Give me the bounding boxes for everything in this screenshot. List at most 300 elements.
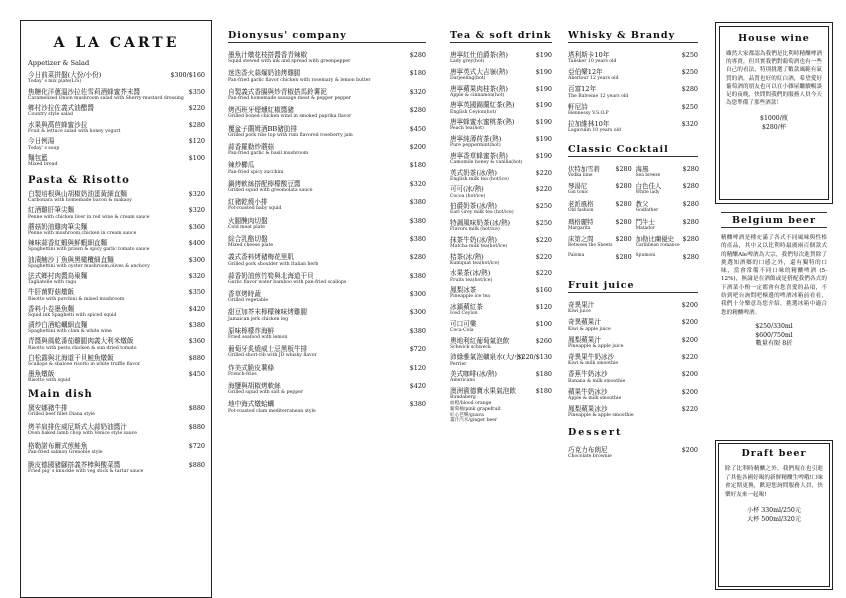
item-price: $190 xyxy=(535,118,552,127)
item-name-en: Pure peppermint(hot) xyxy=(450,143,501,149)
item-price: $280 xyxy=(682,235,699,244)
item-price: $350 xyxy=(188,288,205,297)
housewine-title: House wine xyxy=(738,33,810,44)
item-name-en: Peach tea(hot) xyxy=(450,126,484,132)
alacarte-title: A LA CARTE xyxy=(53,35,180,51)
bundaberg-flavor: 葡萄柚/pink grapefruit xyxy=(450,406,501,412)
item-price: $280 xyxy=(682,164,699,173)
menu-item xyxy=(568,68,698,82)
item-name-zh: 海鹽與胡椒烤軟絲 xyxy=(228,382,281,391)
item-name-zh: 水果與萵苣蜂蜜沙拉 xyxy=(28,120,88,129)
item-name-zh: 香料小卷墨魚麵 xyxy=(28,304,75,313)
item-price: $180 xyxy=(409,161,426,170)
item-name-zh: 墨魚燉飯 xyxy=(28,370,55,379)
item-name-zh: 白製培根與山胡椒奶油蛋黃細直麵 xyxy=(28,189,127,198)
item-price: $200 xyxy=(681,370,698,379)
dionysus-panel xyxy=(228,30,426,595)
item-name-zh: 今日前菜拼盤(大份/小份) xyxy=(28,71,102,79)
item-name-en: Pan-fried garlic & basil mushroom xyxy=(228,151,309,157)
menu-item xyxy=(450,202,552,216)
item-name-zh: 自製義式香腸與炒青椒搭馬鈴薯泥 xyxy=(228,87,327,96)
item-name-en: Kiwi & milk smoothie xyxy=(568,361,619,367)
item-name-en: Pan-fried spicy zucchini xyxy=(228,169,284,175)
item-name-en: Darjeeling(hot) xyxy=(450,76,486,81)
menu-item xyxy=(568,336,698,350)
item-price: $280 xyxy=(682,199,699,208)
item-price: $280 xyxy=(615,164,632,173)
item-name-en: Caramelized Onion mushroom salad with Sherry-mustard dressing xyxy=(28,95,184,101)
item-name-en: Apple & cinnamon(hot) xyxy=(450,92,505,98)
item-price: $250 xyxy=(535,218,552,227)
item-name-en: Coca-Cola xyxy=(450,327,474,333)
item-name-zh: 百富12年 xyxy=(568,85,597,94)
menu-item xyxy=(450,135,552,149)
fruit-title: Fruit juice xyxy=(568,280,698,293)
menu-item xyxy=(450,353,552,367)
cocktail-item xyxy=(568,218,632,232)
menu-item xyxy=(450,85,552,99)
item-price: $180 xyxy=(409,69,426,78)
item-price: $190 xyxy=(535,151,552,160)
housewine-description: 雖然大家都認為我們是比利時精釀啤酒的專賣，但其實我們對葡萄酒也有一些自己的看法，特別挑選了數款風範有氣質的酒，品質也好的紅白酒，希望愛好葡萄酒的朋友也可以在小雜屋繼續暢談足的夜晚，快問問我們的服務人員今天為您準備了那些酒款！ xyxy=(726,51,822,107)
alacarte-panel xyxy=(20,20,212,598)
item-name-en: Talisker 10 years old xyxy=(568,59,617,65)
item-price: $190 xyxy=(535,67,552,76)
menu-item xyxy=(28,239,205,253)
menu-item xyxy=(28,337,205,351)
item-name-en: Caribbean romance xyxy=(635,243,680,249)
item-name-zh: 迷迭香火蒜爆奶油烤雞腿 xyxy=(228,69,301,78)
item-name-zh: 油漬鮪沙丁魚與黑橄欖細直麵 xyxy=(28,255,114,264)
item-price: $190 xyxy=(535,84,552,93)
item-name-zh: 奇異果牛奶冰沙 xyxy=(568,353,615,362)
cocktail-item xyxy=(636,253,699,261)
menu-item xyxy=(450,269,552,283)
item-price: $280 xyxy=(409,51,426,59)
item-name-en: Carbonara with homemade bacon & makaoy xyxy=(28,198,132,204)
item-name-en: English Ceylon(hot) xyxy=(450,109,497,115)
item-name-en: Flavors milk (hot/ice) xyxy=(450,227,500,233)
item-name-en: Pineapple ice tea xyxy=(450,294,491,300)
item-name-zh: 伯爵奶茶(冰/熱) xyxy=(450,202,497,211)
item-name-en: Sea breeze xyxy=(635,172,661,178)
item-price: $280 xyxy=(682,217,699,226)
item-name-zh: 特調風味奶茶(冰/熱) xyxy=(450,218,511,227)
item-name-en: Squid stewed with ink and spread with greenpepper xyxy=(228,59,351,65)
menu-item xyxy=(568,405,698,419)
item-name-zh: 焦糖化洋蔥溫沙拉佐雪莉酒蜂蜜芥末醬 xyxy=(28,87,141,96)
item-price: $220 xyxy=(535,168,552,177)
item-name-en: Today' s soup xyxy=(28,145,60,151)
menu-item xyxy=(28,154,205,168)
item-name-zh: 軒尼詩 xyxy=(568,102,588,111)
item-name-en: Oven baked lamb chop with Venice style sauce xyxy=(28,431,137,437)
fruit-list xyxy=(568,301,698,419)
item-name-en: Margarita xyxy=(568,225,591,231)
item-name-zh: 烤西班牙煙燻紅椒醬豬 xyxy=(228,106,294,115)
menu-item xyxy=(450,152,552,166)
item-price: $200 xyxy=(681,387,698,396)
appetizer-title: Appetizer & Salad xyxy=(28,59,90,67)
cocktail-item xyxy=(636,200,699,214)
item-price: $880 xyxy=(188,461,205,470)
menu-item xyxy=(28,121,205,135)
bundaberg-flavor: 紅心芭樂/guava xyxy=(450,412,484,418)
cocktail-item xyxy=(636,235,699,249)
item-price: $350 xyxy=(188,87,205,96)
menu-item xyxy=(228,161,426,175)
item-name-zh: 琴湯尼 xyxy=(568,182,588,191)
item-name-zh: 地中海式燉蛤蠣 xyxy=(228,400,275,409)
item-price: $380 xyxy=(409,271,426,280)
whisky-title: Whisky & Brandy xyxy=(568,30,698,43)
menu-item xyxy=(228,327,426,341)
menu-item xyxy=(228,69,426,83)
housewine-price-glass: $280/杯 xyxy=(761,124,787,132)
item-name-zh: 奧地利紅葡萄氣泡飲 xyxy=(450,336,510,345)
item-price: $380 xyxy=(409,234,426,243)
item-price: $380 xyxy=(188,321,205,330)
item-price: $720 xyxy=(188,442,205,451)
cocktail-item xyxy=(636,165,699,179)
menu-item xyxy=(450,286,552,300)
item-price: $220 xyxy=(535,235,552,244)
belgium-price-750: $600/750ml xyxy=(755,331,793,339)
item-price: $380 xyxy=(409,216,426,225)
belgium-description: 精釀啤酒是種充滿了各式不同風味與性格的產品，其中又以比利時最廣兩百個款式的精釀Ale啤酒為大宗，我們每次進貨除了挑選知酒鄉的口感之外，還有獨特的口味，當會常備不同口味的精釀啤酒 (5-12%)，無論是在酒館或是搭配我們各式的下酒菜小酌一定都會有您喜愛的品項，不妨到吧台詢問吧檯邊的啤酒冰箱前看看，我們十分樂意為您介紹，挑選冰箱中適合您的精釀啤酒。 xyxy=(721,235,827,316)
menu-item xyxy=(28,370,205,384)
item-name-en: Pan-fried garlic flavor chicken with rosemary & lemon butter xyxy=(228,77,371,83)
item-name-zh: 烤羊肩排佐威尼斯式大蒜奶油醬汁 xyxy=(28,423,127,432)
item-name-zh: 奇異蘋果汁 xyxy=(568,318,601,327)
item-price: $160 xyxy=(535,286,552,295)
item-name-en: Pineapple & apple juice xyxy=(568,343,624,349)
menu-item xyxy=(228,290,426,304)
menu-item xyxy=(228,272,426,286)
item-name-en: French-fries xyxy=(228,371,257,377)
item-name-en: Risotto with squid xyxy=(28,378,71,384)
menu-item xyxy=(228,51,426,65)
dionysus-title: Dionysus' company xyxy=(228,30,426,43)
item-price: $100 xyxy=(188,153,205,162)
item-name-zh: 漬炒白酒蛤蠣細直麵 xyxy=(28,321,88,330)
item-name-en: Penne with mushroom,chicken in cream sauce xyxy=(28,230,137,236)
item-name-en: Americano xyxy=(450,378,476,384)
item-name-en: Cocoa (hot/ice) xyxy=(450,193,486,199)
item-price: $220 xyxy=(535,252,552,261)
item-price: $200 xyxy=(409,142,426,151)
item-price: $100 xyxy=(535,319,552,328)
item-name-zh: 塔利斯卡10年 xyxy=(568,51,610,59)
item-price: $300 xyxy=(188,255,205,264)
cocktail-item xyxy=(568,200,632,214)
menu-item xyxy=(450,219,552,233)
menu-item xyxy=(450,303,552,317)
item-price: $300 xyxy=(409,308,426,317)
item-name-zh: 法式鄉村肉醬鳥巢麵 xyxy=(28,271,88,280)
menu-item xyxy=(28,305,205,319)
bundaberg-item xyxy=(450,387,552,424)
menu-item xyxy=(450,169,552,183)
menu-item xyxy=(568,370,698,384)
item-name-zh: 加勒比蘭優史 xyxy=(635,235,675,244)
item-name-en: Lady grey(hot) xyxy=(450,59,485,65)
item-name-en: Aberlour 12 years old xyxy=(568,76,619,82)
item-name-zh: 拉加維林10年 xyxy=(568,119,610,128)
menu-item xyxy=(28,354,205,368)
housewine-box xyxy=(715,22,833,204)
item-price: $250 xyxy=(681,102,698,111)
belgium-price-330: $250/330ml xyxy=(755,322,793,330)
menu-item xyxy=(228,345,426,359)
bundaberg-flavor: 血橙/blood orange xyxy=(450,400,492,406)
menu-item xyxy=(28,442,205,456)
item-price: $280 xyxy=(615,217,632,226)
item-name-en: Spaghettini with clam & white wine xyxy=(28,329,112,335)
item-price: $120 xyxy=(409,363,426,372)
item-name-zh: 唐寧蜂蜜水蜜桃茶(熱) xyxy=(450,118,515,127)
item-name-zh: 可口可樂 xyxy=(450,319,477,328)
menu-item xyxy=(568,446,698,460)
menu-item xyxy=(28,88,205,102)
item-name-zh: 鍋烤軟絲搭配檸檬酸豆醬 xyxy=(228,179,301,188)
item-name-zh: 脆皮德國豬腳搭義芥棒與酸菜醬 xyxy=(28,461,121,470)
item-name-zh: 鳳梨蘋果冰沙 xyxy=(568,405,608,414)
cocktail-title: Classic Cocktail xyxy=(568,144,698,157)
item-price: $280 xyxy=(682,252,699,261)
menu-item xyxy=(228,217,426,231)
menu-item xyxy=(450,101,552,115)
item-price: $320 xyxy=(681,119,698,128)
item-price: $200 xyxy=(681,335,698,344)
item-name-zh: 海風 xyxy=(635,164,649,173)
menu-item xyxy=(568,51,698,65)
item-name-zh: 可可(冰/熱) xyxy=(450,185,484,194)
item-price: $220 xyxy=(535,185,552,194)
item-name-zh: 葡萄牙炙燒威士忌黑板牛排 xyxy=(228,345,308,354)
item-name-en: Mixed cheese plate xyxy=(228,243,274,249)
bundaberg-zh: 澳洲賓德寶水果氣泡飲 xyxy=(450,386,516,395)
menu-item xyxy=(228,253,426,267)
item-name-zh: 亞伯樂12年 xyxy=(568,68,603,77)
item-name-zh: 格勒諾布爾式煎鮭魚 xyxy=(28,442,88,451)
item-price: $200 xyxy=(681,446,698,455)
item-name-en: Perrier xyxy=(450,361,467,367)
item-name-zh: 教父 xyxy=(635,199,649,208)
item-name-zh: 炸美式脆皮薯條 xyxy=(228,363,275,372)
menu-item xyxy=(28,71,205,85)
item-price: $320 xyxy=(188,271,205,280)
item-price: $380 xyxy=(409,326,426,335)
item-name-zh: 綜合乳酪切盤 xyxy=(228,234,268,243)
cocktail-item xyxy=(568,235,632,249)
item-name-zh: 鄉村沙拉佐義式油醋醬 xyxy=(28,104,94,113)
item-price: $250 xyxy=(681,51,698,59)
item-price: $320 xyxy=(188,189,205,198)
item-price: $280 xyxy=(409,253,426,262)
item-name-zh: 美式咖啡(冰/熱) xyxy=(450,370,497,379)
item-price: $200 xyxy=(681,318,698,327)
item-name-en: Scallops & shalooe risotto in white truffle flavor xyxy=(28,362,140,368)
item-name-en: Gin tonic xyxy=(568,190,589,196)
item-price: $400 xyxy=(188,239,205,248)
item-price: $280 xyxy=(615,182,632,191)
item-name-zh: 奇異果汁 xyxy=(568,300,595,309)
menu-item xyxy=(228,198,426,212)
menu-item xyxy=(568,103,698,117)
dionysus-list xyxy=(228,51,426,414)
item-name-zh: 沛綠雅氣泡礦泉水(大/小) xyxy=(450,353,524,362)
item-name-en: Grilled short-rib with JD whisky flavor xyxy=(228,353,317,359)
item-name-zh: 唐寧純薄荷茶(熱) xyxy=(450,134,502,143)
item-price: $120 xyxy=(188,137,205,146)
item-price: $450 xyxy=(188,370,205,379)
item-name-zh: 紅酒雞肝筆尖麵 xyxy=(28,206,75,215)
item-name-en: Spaghettini with prawn & spicy garlic tomato sauce xyxy=(28,247,150,253)
item-price: $320 xyxy=(188,206,205,215)
item-name-zh: 唐寧香草蜂蜜茶(熱) xyxy=(450,151,508,160)
item-price: $880 xyxy=(188,353,205,362)
item-name-zh: 白色佳人 xyxy=(635,182,662,191)
item-name-en: Grilled beef fillet Diana style xyxy=(28,412,95,418)
housewine-price-bottle: $1000/瓶 xyxy=(760,115,788,123)
item-name-en: Tagliatelle with ragu xyxy=(28,280,77,286)
item-name-en: Cold meat plate xyxy=(228,224,265,230)
item-price: $280 xyxy=(615,235,632,244)
item-name-zh: 抹茶牛奶(冰/熱) xyxy=(450,235,497,244)
item-name-zh: 墨魚汁燉花枝搭醬香青辣椒 xyxy=(228,51,308,59)
menu-item xyxy=(450,320,552,334)
menu-item xyxy=(28,461,205,475)
item-name-en: Paloma xyxy=(568,252,585,258)
menu-item xyxy=(228,180,426,194)
item-name-en: Pot-roasted clam mediterranean style xyxy=(228,408,316,414)
menu-item xyxy=(450,370,552,384)
item-price: $200 xyxy=(681,300,698,309)
draft-box xyxy=(715,440,833,590)
draft-price-small: 小杯 330ml/250元 xyxy=(746,507,802,515)
menu-item xyxy=(228,400,426,414)
bundaberg-flavor: 薑汁汽水/ginger beer xyxy=(450,418,498,424)
item-price: $420 xyxy=(409,382,426,391)
menu-item xyxy=(28,206,205,220)
menu-item xyxy=(568,301,698,315)
menu-item xyxy=(28,288,205,302)
item-name-en: Country style salad xyxy=(28,112,73,118)
menu-item xyxy=(228,88,426,102)
cocktail-item xyxy=(636,182,699,196)
item-name-zh: 辣炒櫛瓜 xyxy=(228,161,255,170)
item-name-en: Squid ink Spaghetti with spiced squid xyxy=(28,312,117,318)
item-name-en: Fried seafood with lemon xyxy=(228,335,288,341)
item-name-zh: 蒜香奶油煎竹筍與北海道干貝 xyxy=(228,271,314,280)
item-name-zh: 牛肝菌野菇燉飯 xyxy=(28,288,75,297)
item-name-en: English milk tea (hot/ice) xyxy=(450,176,509,182)
dessert-list xyxy=(568,446,698,460)
item-name-en: Risotto with porchini & mixed mushroom xyxy=(28,296,125,302)
menu-item xyxy=(28,272,205,286)
draft-price-large: 大杯 500ml/320元 xyxy=(746,515,802,523)
item-name-zh: 青醬與風乾番茄雞腿肉義大利米燉飯 xyxy=(28,337,134,346)
item-price: $220 xyxy=(681,405,698,414)
item-name-en: Kiwi juice xyxy=(568,309,591,315)
item-price: $280 xyxy=(188,120,205,129)
draft-title: Draft beer xyxy=(741,448,807,459)
item-price: $220/$130 xyxy=(517,353,552,362)
menu-item xyxy=(28,423,205,437)
item-name-en: Risotto with pesto,chicken & sun dried tomato xyxy=(28,345,137,351)
item-name-en: Grilled vegetable xyxy=(228,298,269,304)
item-name-en: Earl Grey milk tea (hot/ice) xyxy=(450,210,514,216)
item-name-zh: 紅豬乾燒小排 xyxy=(228,198,268,207)
main-list xyxy=(28,404,205,475)
item-name-zh: 英式奶茶(冰/熱) xyxy=(450,168,497,177)
menu-item xyxy=(450,253,552,267)
item-price: $320 xyxy=(409,87,426,96)
item-name-en: Spaghettini with oyster mushroom,olives & anchovy xyxy=(28,263,150,269)
item-name-en: Penne with chicken liver in red wine & cream sauce xyxy=(28,214,150,220)
item-name-en: Old fashion xyxy=(568,207,594,213)
item-price: $380 xyxy=(409,198,426,207)
item-name-en: Jamaican jerk chicken leg xyxy=(228,316,289,322)
item-name-en: Schwick schweck xyxy=(450,344,491,350)
menu-item xyxy=(228,364,426,378)
cocktail-grid xyxy=(568,165,698,264)
cocktail-item xyxy=(636,218,699,232)
pasta-title: Pasta & Risotto xyxy=(28,174,130,186)
item-price: $250 xyxy=(535,202,552,211)
item-name-zh: 白松露與北海道干貝鮭魚燉飯 xyxy=(28,353,114,362)
item-name-en: Garlic flavor water bamboo with pan-fried scallops xyxy=(228,279,347,285)
item-name-zh: 唐寧英國錫蘭紅茶(熱) xyxy=(450,101,515,110)
item-name-zh: 桔茶(冰/熱) xyxy=(450,252,484,261)
item-price: $180 xyxy=(535,370,552,379)
item-price: $880 xyxy=(188,423,205,432)
item-name-en: Iced Ceylon xyxy=(450,311,478,317)
item-name-en: Kumquat tea(hot/ice) xyxy=(450,260,500,266)
item-name-en: Mixed bread xyxy=(28,162,58,168)
tea-panel xyxy=(450,30,552,595)
item-price: $280 xyxy=(615,252,632,261)
item-name-zh: 唐寧英式大吉嶺(熱) xyxy=(450,67,508,76)
menu-item xyxy=(28,104,205,118)
item-price: $190 xyxy=(535,134,552,143)
item-price: $420 xyxy=(188,304,205,313)
item-name-en: Banana & milk smoothie xyxy=(568,378,626,384)
menu-item xyxy=(28,256,205,270)
item-price: $190 xyxy=(535,101,552,110)
menu-item xyxy=(450,51,552,65)
item-name-zh: 今日例湯 xyxy=(28,137,55,146)
menu-item xyxy=(228,308,426,322)
item-price: $280 xyxy=(682,182,699,191)
menu-item xyxy=(568,388,698,402)
item-name-zh: 甜豆加芥末檸檬辣味烤雞腿 xyxy=(228,308,308,317)
menu-item xyxy=(228,143,426,157)
drinks-panel xyxy=(568,30,698,595)
draft-description: 除了比利時精釀之外，我們現在也引進了其他各國好喝的新鮮精釀生啤哦!口味會定期更換，歡迎您詢問服務人員，快樂好友來一起喝! xyxy=(725,466,823,498)
menu-item xyxy=(568,120,698,134)
item-name-zh: 蘋果牛奶冰沙 xyxy=(568,387,608,396)
item-name-en: Today' s mix plate(L/S) xyxy=(28,79,82,85)
item-name-en: Grilled pork shoulder with Italian herb xyxy=(228,261,319,267)
menu-item xyxy=(28,321,205,335)
item-name-en: Pan-fried homemade sausage meat & pepper pepper xyxy=(228,95,351,101)
menu-item xyxy=(450,185,552,199)
item-price: $120 xyxy=(535,302,552,311)
item-name-zh: 巧克力布朗尼 xyxy=(568,446,608,455)
item-price: $220 xyxy=(535,269,552,278)
